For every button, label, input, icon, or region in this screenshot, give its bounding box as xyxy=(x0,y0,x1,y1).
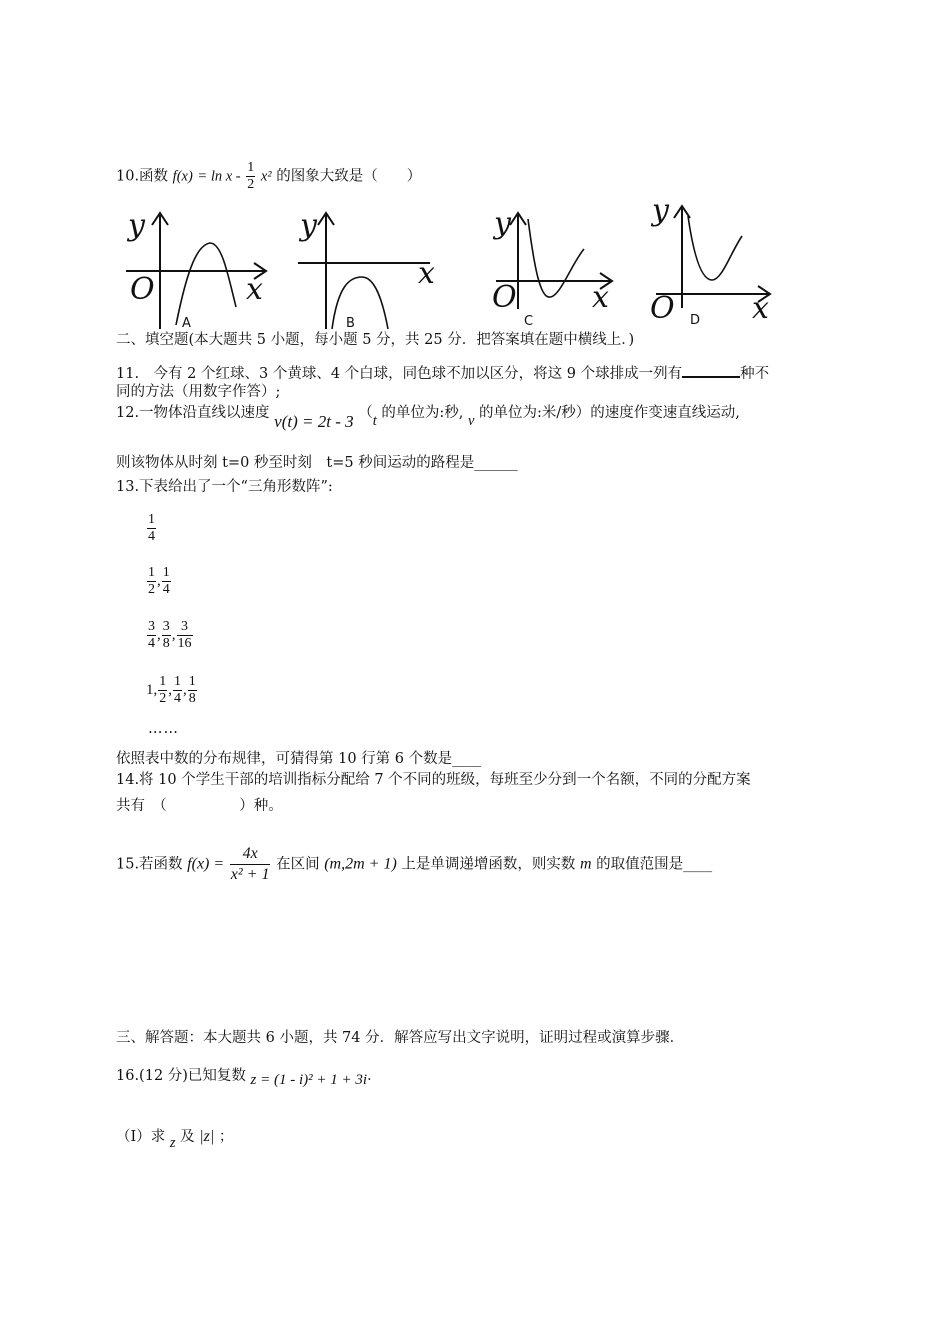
q16-formula: z = (1 - i)² + 1 + 3i xyxy=(250,1072,368,1088)
q12-t-var: t xyxy=(372,413,377,429)
graph-a-origin-label: O xyxy=(130,272,155,307)
triangle-entry: $\frac{1}{2}$ xyxy=(148,565,155,597)
q10-x-squared: x² xyxy=(260,168,272,185)
triangle-row-2: $\frac{1}{2}$ , $\frac{1}{4}$ xyxy=(148,565,170,597)
triangle-entry: $\frac{1}{2}$ xyxy=(159,674,167,706)
q12-line-1 xyxy=(116,402,740,431)
q10-eq: = ln x - xyxy=(197,168,241,185)
graph-b-letter: B xyxy=(346,316,355,331)
q15-line xyxy=(116,844,712,885)
q10-prefix: 10.函数 xyxy=(116,168,169,185)
triangle-row-3: $\frac{3}{4}$ , $\frac{3}{8}$ , $\frac{3}{16}$ xyxy=(148,619,192,651)
q15-suffix: 的取值范围是____ xyxy=(596,856,713,873)
graph-a xyxy=(118,205,278,335)
q15-fraction: $\frac{4x}{\text{x² + 1}}$ xyxy=(230,845,270,883)
graph-c xyxy=(488,205,648,335)
q11-line-2: 同的方法（用数字作答）; xyxy=(116,384,281,400)
graph-b-y-label: y xyxy=(300,208,317,243)
graph-d-x-label: x xyxy=(752,291,769,326)
q10-line xyxy=(116,160,421,193)
graph-a-letter: A xyxy=(182,316,191,331)
q16-part-1 xyxy=(116,1127,234,1151)
q12-prefix: 12.一物体沿直线以速度 xyxy=(116,405,270,421)
triangle-row-1 xyxy=(146,512,157,545)
graph-d-origin-label: O xyxy=(650,291,675,326)
q16-end: ． xyxy=(367,1068,382,1084)
q15-prefix: 15.若函数 xyxy=(116,856,183,873)
q12-mid2: 的单位为:米/秒）的速度作变速直线运动, xyxy=(479,405,740,421)
triangle-entry: $\frac{3}{8}$ xyxy=(162,619,170,651)
graph-b-x-label: x xyxy=(418,256,435,291)
q15-mid: 在区间 xyxy=(276,856,320,873)
q16-prefix: 16.(12 分)已知复数 xyxy=(116,1068,246,1084)
q12-velocity-formula: v(t) = 2t - 3 xyxy=(274,412,354,431)
triangle-entry: $\frac{3}{4}$ xyxy=(148,619,155,651)
triangle-entry: $\frac{3}{16}$ xyxy=(177,619,192,651)
triangle-row-4: 1, $\frac{1}{2}$ , $\frac{1}{4}$ , $\frac{1}{8}$ xyxy=(146,674,196,706)
q14-line-1: 14.将 10 个学生干部的培训指标分配给 7 个不同的班级，每班至少分到一个名额，不同的分配方案 xyxy=(116,772,751,788)
graph-c-y-label: y xyxy=(494,206,511,241)
q12-line-2: 则该物体从时刻 t=0 秒至时刻 t=5 秒间运动的路程是______ xyxy=(116,455,518,471)
triangle-entry: 1 xyxy=(146,682,154,698)
q15-fx: f(x) = xyxy=(187,855,225,873)
graph-c-origin-label: O xyxy=(492,280,517,315)
section-2-heading: 二、填空题(本大题共 5 小题，每小题 5 分，共 25 分．把答案填在题中横线上．) xyxy=(116,332,635,348)
graph-d-y-label: y xyxy=(652,193,669,228)
section-3-heading: 三、解答题：本大题共 6 小题，共 74 分．解答应写出文字说明，证明过程或演算步骤． xyxy=(116,1030,685,1046)
q15-mid2: 上是单调递增函数，则实数 xyxy=(401,856,576,873)
q10-fx: f(x) xyxy=(172,168,193,185)
graph-a-y-label: y xyxy=(128,208,145,243)
q11-text-end: 种不 xyxy=(740,366,770,382)
triangle-entry: $\frac{1}{4}$ xyxy=(174,674,181,706)
graph-a-x-label: x xyxy=(246,272,263,307)
q11-text: 11. 今有 2 个红球、3 个黄球、4 个白球，同色球不加以区分，将这 9 个球排成一列有 xyxy=(116,366,683,382)
q16-z-var: z xyxy=(169,1135,176,1151)
triangle-ellipsis: …… xyxy=(148,721,179,737)
q10-suffix: 的图象大致是（ ） xyxy=(276,168,422,185)
q16-semicolon: ； xyxy=(218,1129,234,1145)
graph-d-letter: D xyxy=(690,313,701,328)
q15-interval: (m,2m + 1) xyxy=(324,855,397,873)
graph-b xyxy=(296,205,456,335)
q13-question: 依照表中数的分布规律，可猜得第 10 行第 6 个数是____ xyxy=(116,751,482,767)
triangle-entry: $\frac{1}{4}$ xyxy=(148,512,155,544)
q10-half-fraction: $\frac{1}{2}$ xyxy=(247,160,255,192)
triangle-entry: $\frac{1}{8}$ xyxy=(188,674,196,706)
q12-paren: （ xyxy=(358,405,373,421)
q11-line-1 xyxy=(116,362,769,384)
triangle-entry: $\frac{1}{4}$ xyxy=(162,565,170,597)
q15-m-var: m xyxy=(579,855,592,873)
q16-abs-z: |z| xyxy=(199,1128,215,1145)
q16-line xyxy=(116,1066,382,1086)
q12-v-var: v xyxy=(467,413,475,429)
graph-c-letter: C xyxy=(524,314,534,329)
graph-c-x-label: x xyxy=(592,280,609,315)
q16-and: 及 xyxy=(180,1129,195,1145)
q13-intro: 13.下表给出了一个“三角形数阵”: xyxy=(116,479,333,495)
q16-part1-label: （Ⅰ）求 xyxy=(116,1129,166,1145)
graph-d xyxy=(648,193,788,328)
q11-answer-blank[interactable] xyxy=(682,362,740,378)
q14-line-2: 共有 （ ）种。 xyxy=(116,798,283,814)
q12-mid1: 的单位为:秒, xyxy=(381,405,464,421)
